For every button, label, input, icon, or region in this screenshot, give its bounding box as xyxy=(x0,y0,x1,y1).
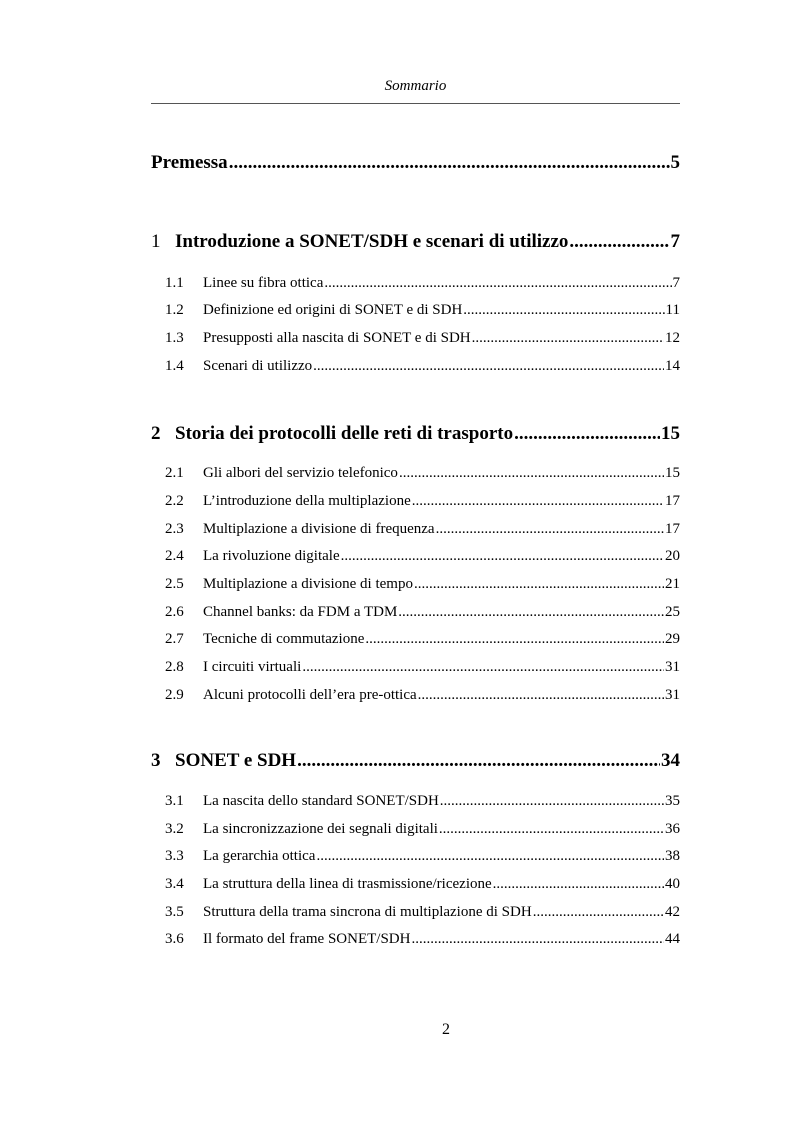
dot-leader xyxy=(297,750,660,772)
toc-section-2-5[interactable] xyxy=(165,575,680,593)
section-number: 1.1 xyxy=(165,275,184,291)
toc-section-2-7[interactable] xyxy=(165,630,680,648)
toc-entry-page: 5 xyxy=(670,152,680,173)
section-title: Multiplazione a divisione di frequenza xyxy=(203,521,435,537)
section-page: 44 xyxy=(665,931,680,947)
section-number: 2.2 xyxy=(165,493,184,509)
toc-section-1-4[interactable] xyxy=(165,357,680,375)
dot-leader xyxy=(414,575,664,593)
dot-leader xyxy=(398,603,664,621)
section-number: 3.4 xyxy=(165,876,184,892)
section-page: 15 xyxy=(665,465,680,481)
section-number: 2.3 xyxy=(165,521,184,537)
section-page: 20 xyxy=(665,548,680,564)
section-page: 17 xyxy=(665,521,680,537)
section-title: La rivoluzione digitale xyxy=(203,548,340,564)
section-title: Tecniche di commutazione xyxy=(203,631,365,647)
section-page: 12 xyxy=(665,330,680,346)
chapter-page: 7 xyxy=(670,231,680,252)
dot-leader xyxy=(316,847,664,865)
dot-leader xyxy=(399,464,664,482)
section-page: 35 xyxy=(665,793,680,809)
section-page: 11 xyxy=(665,302,680,318)
section-title: Il formato del frame SONET/SDH xyxy=(203,931,411,947)
toc-section-3-5[interactable] xyxy=(165,903,680,921)
dot-leader xyxy=(324,274,671,292)
toc-section-3-3[interactable] xyxy=(165,847,680,865)
section-number: 1.2 xyxy=(165,302,184,318)
section-title: Multiplazione a divisione di tempo xyxy=(203,576,413,592)
toc-section-1-2[interactable] xyxy=(165,301,680,319)
section-number: 2.4 xyxy=(165,548,184,564)
section-title: Gli albori del servizio telefonico xyxy=(203,465,398,481)
dot-leader xyxy=(533,903,664,921)
section-number: 3.5 xyxy=(165,904,184,920)
toc-entry-premessa[interactable] xyxy=(151,152,680,174)
dot-leader xyxy=(229,152,670,174)
section-page: 29 xyxy=(665,631,680,647)
section-title: Definizione ed origini di SONET e di SDH xyxy=(203,302,463,318)
section-number: 3.3 xyxy=(165,848,184,864)
section-title: Linee su fibra ottica xyxy=(203,275,324,291)
section-page: 31 xyxy=(665,687,680,703)
dot-leader xyxy=(313,357,664,375)
section-number: 1.3 xyxy=(165,330,184,346)
section-number: 2.9 xyxy=(165,687,184,703)
section-title: Channel banks: da FDM a TDM xyxy=(203,604,398,620)
dot-leader xyxy=(440,792,664,810)
chapter-title: SONET e SDH xyxy=(175,750,297,771)
toc-section-2-9[interactable] xyxy=(165,686,680,704)
section-page: 7 xyxy=(672,275,680,291)
toc-section-3-4[interactable] xyxy=(165,875,680,893)
header-divider xyxy=(151,103,680,104)
dot-leader xyxy=(436,520,664,538)
dot-leader xyxy=(302,658,664,676)
section-number: 3.2 xyxy=(165,821,184,837)
toc-section-2-1[interactable] xyxy=(165,464,680,482)
page-header-title: Sommario xyxy=(384,78,447,94)
section-title: Presupposti alla nascita di SONET e di SDH xyxy=(203,330,471,346)
dot-leader xyxy=(439,820,664,838)
toc-section-2-3[interactable] xyxy=(165,520,680,538)
dot-leader xyxy=(365,630,664,648)
section-page: 14 xyxy=(665,358,680,374)
dot-leader xyxy=(569,231,669,253)
section-number: 2.1 xyxy=(165,465,184,481)
section-page: 21 xyxy=(665,576,680,592)
section-title: Alcuni protocolli dell’era pre-ottica xyxy=(203,687,417,703)
chapter-title: Storia dei protocolli delle reti di trasporto xyxy=(175,423,514,444)
chapter-number: 3 xyxy=(151,750,161,771)
section-title: La struttura della linea di trasmissione/ricezione xyxy=(203,876,492,892)
section-number: 2.8 xyxy=(165,659,184,675)
dot-leader xyxy=(514,423,660,445)
toc-chapter-2[interactable] xyxy=(151,423,680,445)
chapter-page: 34 xyxy=(661,750,680,771)
toc-section-2-8[interactable] xyxy=(165,658,680,676)
dot-leader xyxy=(472,329,664,347)
section-page: 25 xyxy=(665,604,680,620)
section-page: 31 xyxy=(665,659,680,675)
toc-entry-label: Premessa xyxy=(151,152,228,173)
section-title: L’introduzione della multiplazione xyxy=(203,493,411,509)
section-title: Struttura della trama sincrona di multiplazione di SDH xyxy=(203,904,532,920)
toc-chapter-3[interactable] xyxy=(151,750,680,772)
chapter-number: 1 xyxy=(151,231,161,252)
section-title: Scenari di utilizzo xyxy=(203,358,313,374)
section-number: 3.1 xyxy=(165,793,184,809)
section-number: 2.7 xyxy=(165,631,184,647)
dot-leader xyxy=(493,875,664,893)
section-title: La gerarchia ottica xyxy=(203,848,316,864)
toc-section-3-6[interactable] xyxy=(165,930,680,948)
toc-section-2-4[interactable] xyxy=(165,547,680,565)
toc-section-3-1[interactable] xyxy=(165,792,680,810)
dot-leader xyxy=(341,547,664,565)
section-title: La nascita dello standard SONET/SDH xyxy=(203,793,439,809)
chapter-title: Introduzione a SONET/SDH e scenari di utilizzo xyxy=(175,231,569,252)
section-page: 40 xyxy=(665,876,680,892)
toc-section-1-1[interactable] xyxy=(165,274,680,292)
toc-section-2-2[interactable] xyxy=(165,492,680,510)
chapter-page: 15 xyxy=(661,423,680,444)
page-number: 2 xyxy=(442,1021,450,1038)
dot-leader xyxy=(463,301,664,319)
toc-chapter-1[interactable] xyxy=(151,231,680,253)
section-page: 36 xyxy=(665,821,680,837)
toc-section-1-3[interactable] xyxy=(165,329,680,347)
section-number: 3.6 xyxy=(165,931,184,947)
toc-section-3-2[interactable] xyxy=(165,820,680,838)
chapter-number: 2 xyxy=(151,423,161,444)
section-page: 38 xyxy=(665,848,680,864)
section-number: 2.6 xyxy=(165,604,184,620)
section-page: 17 xyxy=(665,493,680,509)
section-page: 42 xyxy=(665,904,680,920)
section-number: 1.4 xyxy=(165,358,184,374)
toc-section-2-6[interactable] xyxy=(165,603,680,621)
section-title: I circuiti virtuali xyxy=(203,659,302,675)
dot-leader xyxy=(412,492,664,510)
dot-leader xyxy=(418,686,664,704)
section-number: 2.5 xyxy=(165,576,184,592)
dot-leader xyxy=(411,930,664,948)
section-title: La sincronizzazione dei segnali digitali xyxy=(203,821,438,837)
